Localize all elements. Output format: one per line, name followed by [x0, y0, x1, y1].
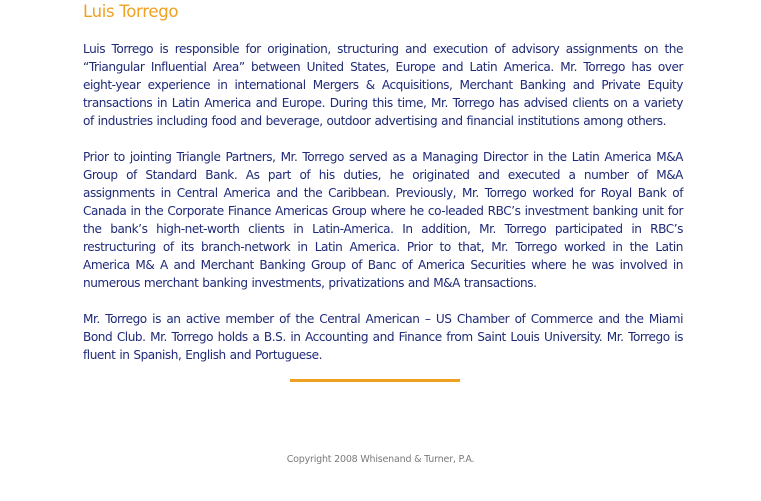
bio-paragraph-1: Luis Torrego is responsible for origination, structuring and execution of advisory assignments on the “Triangular Influential Area” between United States, Europe and Latin America. Mr. Torrego has over eight-year experience in international Mergers & Acquisitions, Merchant Banking and Private Equity transactions in Latin America and Europe. During this time, Mr. Torrego has advised clients on a variety of industries including food and beverage, outdoor advertising and financial institutions among others.	[83, 42, 683, 128]
page-title: Luis Torrego	[83, 2, 179, 21]
section-divider	[290, 379, 460, 382]
bio-paragraph-3: Mr. Torrego is an active member of the Central American – US Chamber of Commerce and the Miami Bond Club. Mr. Torrego holds a B.S. in Accounting and Finance from Saint Louis University. Mr. Torrego is fluent in Spanish, English and Portuguese.	[83, 312, 683, 362]
footer-copyright: Copyright 2008 Whisenand & Turner, P.A.	[286, 454, 475, 465]
bio-paragraph-2: Prior to jointing Triangle Partners, Mr. Torrego served as a Managing Director in the Latin America M&A Group of Standard Bank. As part of his duties, he originated and executed a number of M&A assignments in Central America and the Caribbean. Previously, Mr. Torrego worked for Royal Bank of Canada in the Corporate Finance Americas Group where he co-leaded RBC’s investment banking unit for the bank’s high-net-worth clients in Latin-America. In addition, Mr. Torrego participated in RBC’s restructuring of its branch-network in Latin America. Prior to that, Mr. Torrego worked in the Latin America M& A and Merchant Banking Group of Banc of America Securities where he was involved in numerous merchant banking investments, privatizations and M&A transactions.	[83, 150, 683, 290]
